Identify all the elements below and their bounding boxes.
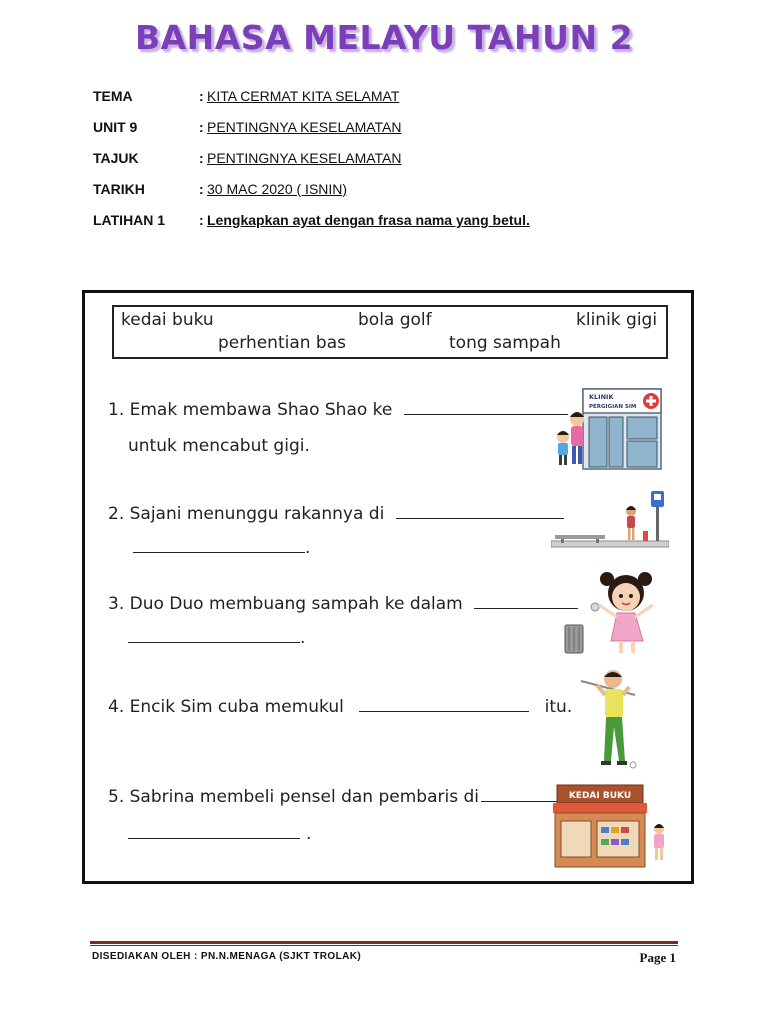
sentence-end: . (305, 538, 311, 558)
meta-row-latihan (93, 212, 530, 243)
meta-label: TARIKH (93, 181, 145, 197)
worksheet-meta (93, 88, 530, 243)
trash-bin-girl-illustration (559, 569, 669, 659)
question-3-line2 (128, 628, 305, 648)
question-text: untuk mencabut gigi. (128, 436, 310, 456)
question-1 (108, 400, 568, 420)
meta-colon: : (199, 150, 204, 166)
bus-stop-illustration (551, 489, 669, 555)
word-bank-item: bola golf (358, 310, 432, 330)
meta-colon: : (199, 181, 204, 197)
answer-blank[interactable] (481, 787, 557, 802)
word-bank (112, 305, 668, 359)
footer-credit: DISEDIAKAN OLEH : PN.N.MENAGA (SJKT TROLAK) (92, 951, 362, 962)
question-3 (108, 594, 578, 614)
meta-row-tarikh (93, 181, 530, 212)
sentence-end: itu. (544, 697, 573, 717)
page-number: Page 1 (639, 950, 676, 965)
answer-blank[interactable] (359, 697, 529, 712)
sentence-end: . (306, 824, 312, 844)
question-text: 3. Duo Duo membuang sampah ke dalam (108, 594, 463, 614)
word-bank-item: klinik gigi (576, 310, 658, 330)
meta-label: TEMA (93, 88, 133, 104)
meta-row-tajuk (93, 150, 530, 181)
question-2-line2 (133, 538, 310, 558)
exercise-box (82, 290, 694, 884)
question-5 (108, 787, 557, 807)
question-text: 5. Sabrina membeli pensel dan pembaris di (108, 787, 479, 807)
meta-colon: : (199, 119, 204, 135)
answer-blank[interactable] (404, 400, 568, 415)
clinic-sign-text: KLINIK (589, 393, 614, 401)
word-bank-item: kedai buku (121, 310, 214, 330)
word-bank-item: tong sampah (449, 333, 561, 353)
bookshop-illustration (551, 781, 669, 871)
page-title: BAHASA MELAYU TAHUN 2 (134, 18, 634, 57)
question-text: 4. Encik Sim cuba memukul (108, 697, 344, 717)
meta-value: PENTINGNYA KESELAMATAN (207, 150, 402, 166)
question-4 (108, 697, 572, 717)
meta-row-unit (93, 119, 530, 150)
shop-sign-text: KEDAI BUKU (568, 791, 632, 801)
dental-clinic-illustration (553, 387, 665, 471)
meta-label: LATIHAN 1 (93, 212, 166, 228)
meta-colon: : (199, 88, 204, 104)
question-1-line2 (128, 436, 310, 456)
answer-blank[interactable] (128, 628, 300, 643)
sentence-end: . (300, 628, 306, 648)
meta-colon: : (199, 212, 204, 228)
clinic-sign-text: PERGIGIAN SIM (589, 404, 637, 410)
answer-blank[interactable] (133, 538, 305, 553)
meta-label: UNIT 9 (93, 119, 138, 135)
question-5-line2 (128, 824, 311, 844)
meta-value: Lengkapkan ayat dengan frasa nama yang betul. (207, 212, 530, 228)
answer-blank[interactable] (396, 504, 564, 519)
meta-value: KITA CERMAT KITA SELAMAT (207, 88, 400, 104)
meta-label: TAJUK (93, 150, 139, 166)
question-text: 1. Emak membawa Shao Shao ke (108, 400, 393, 420)
footer-divider (90, 941, 678, 944)
meta-row-tema (93, 88, 530, 119)
meta-value: PENTINGNYA KESELAMATAN (207, 119, 402, 135)
word-bank-item: perhentian bas (218, 333, 346, 353)
question-text: 2. Sajani menunggu rakannya di (108, 504, 385, 524)
answer-blank[interactable] (128, 824, 300, 839)
meta-value: 30 MAC 2020 ( ISNIN) (207, 181, 348, 197)
question-2 (108, 504, 564, 524)
footer-divider (90, 945, 678, 946)
golfer-illustration (579, 665, 643, 775)
